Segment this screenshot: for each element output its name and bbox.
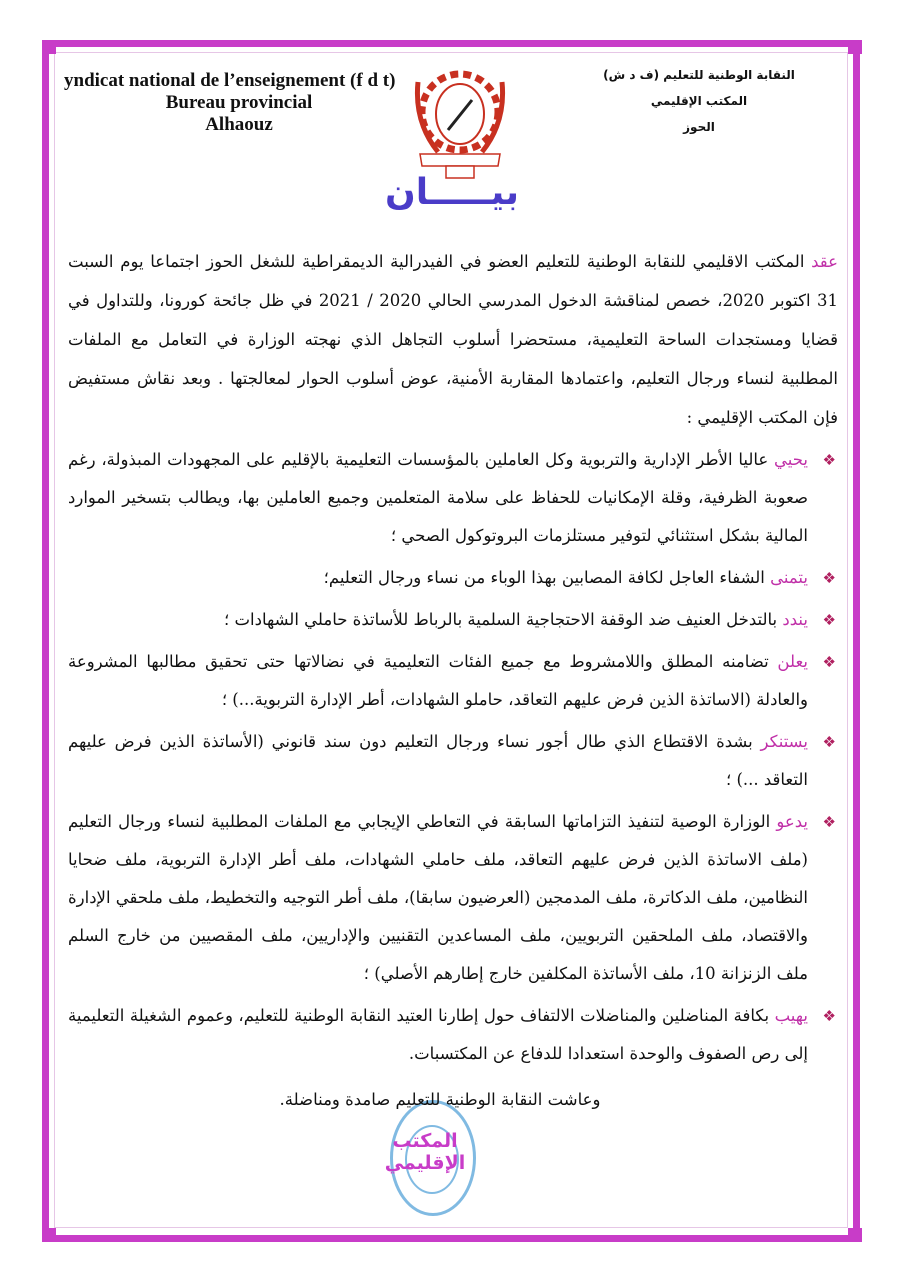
bullet-text: تضامنه المطلق واللامشروط مع جميع الفئات التعليمية في نضالاتها حتى تحقيق مطالبها المشروعة والعادلة (الاساتذة الذين فرض عليهم التعاقد، حاملو الشهادات، أطر الإدارة التربوية...) ؛ (68, 652, 808, 709)
bullet-item (68, 643, 838, 719)
intro-paragraph (68, 242, 838, 437)
bullet-text: الوزارة الوصية لتنفيذ التزاماتها السابقة في التعاطي الإيجابي مع الملفات المطلبية لنساء ورجال التعليم (ملف الاساتذة الذين فرض عليهم التعاقد، ملف حاملي الشهادات، ملف أطر الإدارة التربوية، ملف ضحايا النظامين، ملف الدكاترة، ملف المدمجين (العرضيون سابقا)، ملف أطر التوجيه والتخطيط، ملف ملحقي الإدارة والاقتصاد، ملف الملحقين التربويين، ملف المساعدين التقنيين والإداريين، ملف المقصيين من خارج السلم ملف الزنزانة 10، ملف الأساتذة المكلفين خارج إطارهم الأصلي) ؛ (68, 812, 808, 983)
diamond-bullet-icon: ❖ (822, 611, 836, 629)
intro-lead: عقد (811, 252, 838, 271)
bullet-lead: يدعو (776, 812, 808, 831)
signature: المكتب الإقليمي (384, 1130, 466, 1174)
union-logo-icon (408, 62, 512, 182)
bullet-lead: يهيب (774, 1006, 808, 1025)
diamond-bullet-icon: ❖ (822, 653, 836, 671)
bullet-text: الشفاء العاجل لكافة المصابين بهذا الوباء من نساء ورجال التعليم؛ (323, 568, 771, 587)
border-corner (42, 1228, 56, 1242)
province-french: Alhaouz (205, 114, 273, 135)
diamond-bullet-icon: ❖ (822, 569, 836, 587)
bullet-item (68, 723, 838, 799)
bureau-arabic: المكتب الإقليمي (650, 94, 748, 108)
bullet-text: بكافة المناضلين والمناضلات الالتفاف حول إطارنا العتيد النقابة الوطنية للتعليم، وعموم الشغيلة التعليمية إلى رص الصفوف والوحدة استعدادا للدفاع عن المكتسبات. (68, 1006, 808, 1063)
bullet-item (68, 441, 838, 555)
bullet-text: بالتدخل العنيف ضد الوقفة الاحتجاجية السلمية بالرباط للأساتذة حاملي الشهادات ؛ (223, 610, 783, 629)
diamond-bullet-icon: ❖ (822, 451, 836, 469)
document-title: بيـــــان (385, 172, 519, 213)
bullet-text: عاليا الأطر الإدارية والتربوية وكل العاملين بالمؤسسات التعليمية بالإقليم على المجهودات المبذولة، رغم صعوبة الظرفية، وقلة الإمكانيات للحفاظ على سلامة المتعلمين وجميع العاملين بها، ويطالب بتسخير الموارد المالية بشكل استثنائي لتوفير مستلزمات البروتوكول الصحي ؛ (68, 450, 808, 545)
closing-line: وعاشت النقابة الوطنية للتعليم صامدة ومناضلة. (279, 1090, 601, 1109)
bullet-lead: يحيي (774, 450, 808, 469)
bullet-lead: يعلن (777, 652, 808, 671)
bullet-text: بشدة الاقتطاع الذي طال أجور نساء ورجال التعليم دون سند قانوني (الأساتذة الذين فرض عليهم التعاقد ...) ؛ (68, 732, 808, 789)
bullet-item (68, 601, 838, 639)
bullet-item (68, 803, 838, 993)
border-corner (42, 40, 56, 54)
bureau-french: Bureau provincial (165, 92, 313, 113)
bullet-item (68, 997, 838, 1073)
header-arabic (589, 62, 809, 140)
bullet-lead: يستنكر (760, 732, 808, 751)
province-arabic: الحوز (683, 120, 715, 134)
statement-body (68, 242, 838, 1077)
union-name-french: yndicat national de l’enseignement (f d t) (64, 70, 396, 91)
intro-text: المكتب الاقليمي للنقابة الوطنية للتعليم العضو في الفيدرالية الديمقراطية للشغل الحوز اجتماعا يوم السبت 31 اكتوبر 2020، خصص لمناقشة الدخول المدرسي الحالي 2020 / 2021 في ظل جائحة كورونا، وللتداول في قضايا ومستجدات الساحة التعليمية، مستحضرا أسلوب التجاهل الذي نهجته الوزارة في التعامل مع الملفات المطلبية لنساء ورجال التعليم، واعتمادها المقاربة الأمنية، عوض أسلوب الحوار لمعالجتها . وبعد نقاش مستفيض فإن المكتب الإقليمي : (68, 252, 838, 427)
union-name-arabic: النقابة الوطنية للتعليم (ف د ش) (603, 68, 795, 82)
diamond-bullet-icon: ❖ (822, 733, 836, 751)
header-french (64, 70, 414, 136)
diamond-bullet-icon: ❖ (822, 1007, 836, 1025)
border-corner (848, 40, 862, 54)
diamond-bullet-icon: ❖ (822, 813, 836, 831)
bullet-item (68, 559, 838, 597)
bullet-lead: يتمنى (770, 568, 808, 587)
bullet-lead: يندد (782, 610, 808, 629)
border-corner (848, 1228, 862, 1242)
